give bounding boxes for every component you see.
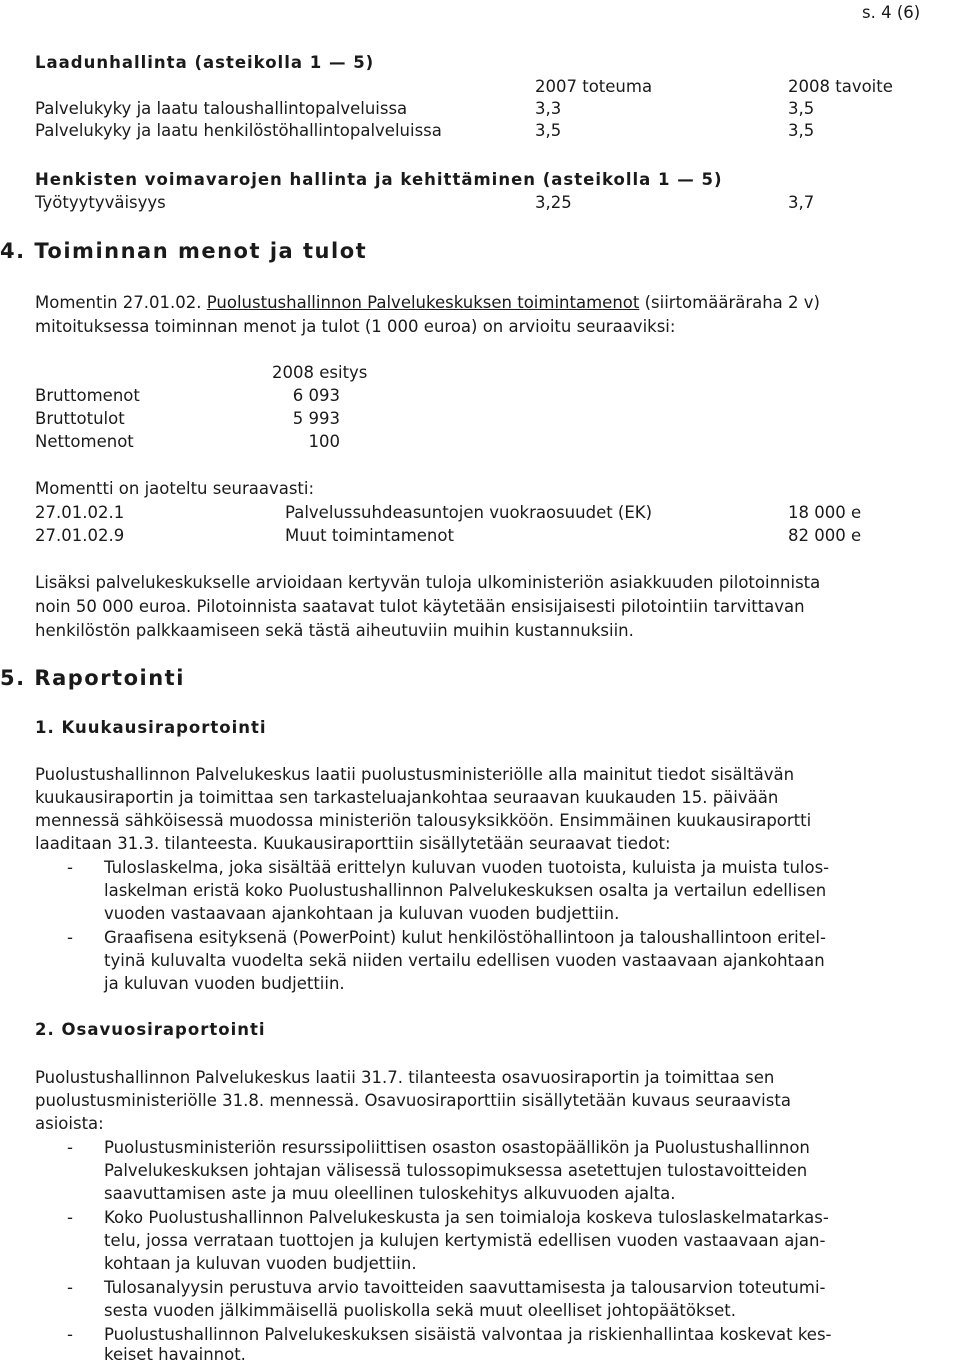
section4-intro-line1 [35,292,820,314]
quality-row-2007: 3,3 [535,99,562,118]
bullet-line: saavuttamisen aste ja muu oleellinen tuloskehitys alkuvuoden ajalta. [104,1184,676,1203]
budget-col-header: 2008 esitys [272,363,368,382]
bullet-line: telu, jossa verrataan tuottojen ja kulujen kertymistä edellisen vuoden vastaavaan ajan- [104,1231,826,1250]
quality-row-2008: 3,5 [788,121,815,140]
col-header-2008: 2008 tavoite [788,77,893,96]
semiannual-heading: 2. Osavuosiraportointi [35,1020,266,1039]
bullet-dash: - [67,1278,73,1297]
bullet-dash: - [67,1325,73,1344]
bullet-line: Tuloslaskelma, joka sisältää erittelyn kuluvan vuoden tuotoista, kuluista ja muista tulos- [104,858,830,877]
paragraph-line: kuukausiraportin ja toimittaa sen tarkasteluajankohtaa seuraavan kuukauden 15. päivään [35,788,779,807]
budget-label: Bruttomenot [35,386,140,405]
paragraph-line: laaditaan 31.3. tilanteesta. Kuukausiraporttiin sisällytetään seuraavat tiedot: [35,834,671,853]
bullet-dash: - [67,1138,73,1157]
bullet-line: laskelman eristä koko Puolustushallinnon Palvelukeskuksen osalta ja vertailun edellisen [104,881,827,900]
bullet-line: Puolustushallinnon Palvelukeskuksen sisäistä valvontaa ja riskienhallintaa koskevat kes- [104,1325,832,1344]
paragraph-line: Puolustushallinnon Palvelukeskus laatii 31.7. tilanteesta osavuosiraportin ja toimittaa sen [35,1068,775,1087]
section4-heading: 4. Toiminnan menot ja tulot [0,239,368,263]
paragraph-line: puolustusministeriölle 31.8. mennessä. Osavuosiraporttiin sisällytetään kuvaus seuraavista [35,1091,791,1110]
item-label: Muut toimintamenot [285,526,454,545]
hr-row-2008: 3,7 [788,193,815,212]
bullet-line: Palvelukeskuksen johtajan välisessä tulossopimuksessa asetettujen tulostavoitteiden [104,1161,808,1180]
bullet-dash: - [67,858,73,877]
paragraph-line: henkilöstön palkkaamiseen sekä tästä aiheutuviin muihin kustannuksiin. [35,621,634,640]
section4-intro-line2: mitoituksessa toiminnan menot ja tulot (1 000 euroa) on arvioitu seuraaviksi: [35,317,676,336]
quality-row-2007: 3,5 [535,121,562,140]
paragraph-line: mennessä sähköisessä muodossa ministeriön talousyksikköön. Ensimmäinen kuukausiraportti [35,811,812,830]
intro-rest: (siirtomääräraha 2 v) [644,293,820,312]
quality-row-2008: 3,5 [788,99,815,118]
quality-row-label: Palvelukyky ja laatu henkilöstöhallintopalveluissa [35,121,442,140]
budget-value: 100 [308,432,340,451]
hr-row-2007: 3,25 [535,193,572,212]
item-amount: 18 000 e [788,503,862,522]
item-label: Palvelussuhdeasuntojen vuokraosuudet (EK) [285,503,653,522]
monthly-heading: 1. Kuukausiraportointi [35,718,267,737]
paragraph-line: noin 50 000 euroa. Pilotoinnista saatavat tulot käytetään ensisijaisesti pilotointiin tarvittavan [35,597,805,616]
budget-label: Nettomenot [35,432,134,451]
bullet-line: ja kuluvan vuoden budjettiin. [104,974,345,993]
bullet-line: vuoden vastaavaan ajankohtaan ja kuluvan vuoden budjettiin. [104,904,620,923]
item-code: 27.01.02.1 [35,503,125,522]
paragraph-line: asioista: [35,1114,104,1133]
item-code: 27.01.02.9 [35,526,125,545]
bullet-line: Tulosanalyysin perustuva arvio tavoitteiden saavuttamisesta ja talousarvion toteutumi- [104,1278,826,1297]
budget-label: Bruttotulot [35,409,125,428]
paragraph-line: Lisäksi palvelukeskukselle arvioidaan kertyvän tuloja ulkoministeriön asiakkuuden pilotoinnista [35,573,821,592]
bullet-dash: - [67,1208,73,1227]
bullet-line: Graafisena esityksenä (PowerPoint) kulut henkilöstöhallintoon ja taloushallintoon eritel- [104,928,826,947]
intro-prefix: Momentin 27.01.02. [35,293,202,312]
quality-heading: Laadunhallinta (asteikolla 1 — 5) [35,53,375,72]
bullet-line: sesta vuoden jälkimmäisellä puoliskolla sekä muut oleelliset johtopäätökset. [104,1301,736,1320]
intro-link[interactable]: Puolustushallinnon Palvelukeskuksen toimintamenot [206,293,640,312]
bullet-line: Puolustusministeriön resurssipoliittisen osaston osastopäällikön ja Puolustushallinnon [104,1138,810,1157]
hr-row-label: Työtyytyväisyys [35,193,166,212]
paragraph-line: Puolustushallinnon Palvelukeskus laatii puolustusministeriölle alla mainitut tiedot sisältävän [35,765,795,784]
budget-value: 6 093 [292,386,340,405]
col-header-2007: 2007 toteuma [535,77,653,96]
bullet-line: Koko Puolustushallinnon Palvelukeskusta ja sen toimialoja koskeva tuloslaskelmatarkas- [104,1208,829,1227]
quality-row-label: Palvelukyky ja laatu taloushallintopalveluissa [35,99,408,118]
section5-heading: 5. Raportointi [0,666,185,690]
split-heading: Momentti on jaoteltu seuraavasti: [35,479,315,498]
bullet-line: kohtaan ja kuluvan vuoden budjettiin. [104,1254,417,1273]
hr-heading: Henkisten voimavarojen hallinta ja kehittäminen (asteikolla 1 — 5) [35,170,723,189]
bullet-dash: - [67,928,73,947]
bullet-line: tyinä kuluvalta vuodelta sekä niiden vertailu edellisen vuoden vastaavaan ajankohtaan [104,951,825,970]
budget-value: 5 993 [292,409,340,428]
item-amount: 82 000 e [788,526,862,545]
page-number: s. 4 (6) [862,3,921,22]
bullet-line: keiset havainnot. [104,1345,246,1364]
